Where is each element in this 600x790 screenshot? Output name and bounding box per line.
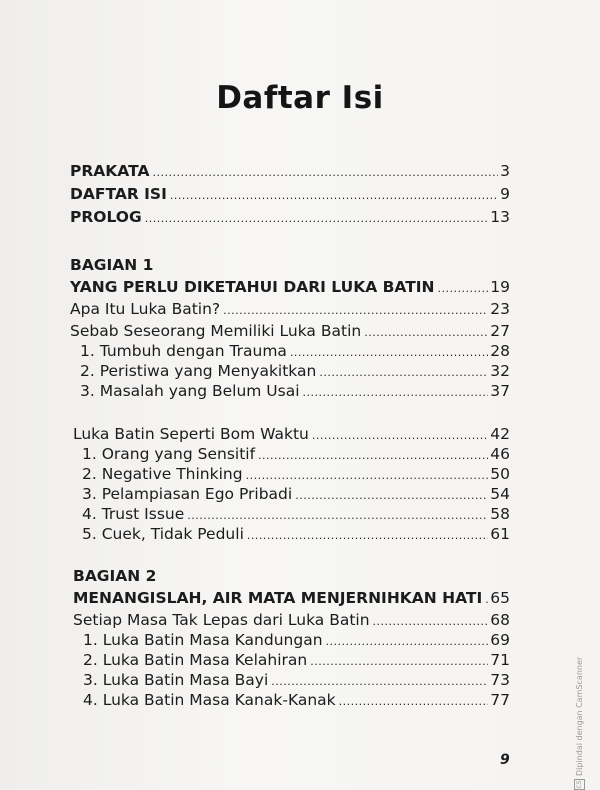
toc-leader-dots [145,208,489,230]
toc-entry [70,320,510,342]
toc-leader-dots [438,278,489,300]
toc-sub-entry [80,360,510,382]
toc-entry-label: Sebab Seseorang Memiliki Luka Batin [70,322,362,340]
toc-entry-label: YANG PERLU DIKETAHUI DARI LUKA BATIN [70,278,435,296]
toc-entry-label: 1. Tumbuh dengan Trauma [80,342,287,360]
toc-entry-label: 4. Trust Issue [82,505,185,523]
toc-page-number: 61 [490,525,510,543]
scanner-watermark-text: Dipindai dengan CamScanner [575,656,584,776]
toc-entry-label: 2. Luka Batin Masa Kelahiran [83,651,308,669]
toc-page-number: 68 [490,611,510,629]
toc-page-number: 28 [490,342,510,360]
toc-page-number: 27 [490,322,510,340]
toc-leader-dots [247,525,488,547]
toc-entry-label: 1. Luka Batin Masa Kandungan [83,631,323,649]
toc-sub-entry [83,689,510,711]
toc-leader-dots [339,691,489,713]
toc-leader-dots [485,589,488,611]
section-heading-bagian-2: BAGIAN 2 [73,567,157,585]
toc-entry-label: 2. Peristiwa yang Menyakitkan [80,362,317,380]
toc-page-number: 46 [490,445,510,463]
toc-sub-entry [80,380,510,402]
toc-leader-dots [170,185,498,207]
toc-entry-label: Luka Batin Seperti Bom Waktu [73,425,309,443]
camscanner-logo-icon: CS [576,780,583,789]
toc-page-number: 65 [490,589,510,607]
toc-page-number: 19 [490,278,510,296]
toc-entry-label: MENANGISLAH, AIR MATA MENJERNIHKAN HATI [73,589,483,607]
toc-page-number: 77 [490,691,510,709]
toc-entry-label: 5. Cuek, Tidak Peduli [82,525,244,543]
toc-entry-label: 4. Luka Batin Masa Kanak-Kanak [83,691,336,709]
toc-page-number: 58 [490,505,510,523]
toc-entry [73,423,510,445]
toc-entry-label: Apa Itu Luka Batin? [70,300,221,318]
toc-page-number: 69 [490,631,510,649]
toc-page-number: 42 [490,425,510,443]
toc-page-number: 23 [490,300,510,318]
toc-entry-label: 3. Pelampiasan Ego Pribadi [82,485,293,503]
toc-entry-label: 3. Luka Batin Masa Bayi [83,671,269,689]
toc-entry-label: 1. Orang yang Sensitif [82,445,256,463]
toc-page-number: 73 [490,671,510,689]
toc-leader-dots [152,162,498,184]
toc-leader-dots [303,382,489,404]
toc-sub-entry [82,463,510,485]
toc-sub-entry [82,443,510,465]
toc-entry [70,298,510,320]
scanner-watermark [574,657,585,790]
toc-entry-label: Setiap Masa Tak Lepas dari Luka Batin [73,611,370,629]
toc-leader-dots [223,300,488,322]
page-number: 9 [500,752,510,768]
toc-entry-daftar-isi [70,183,510,205]
toc-page-number: 13 [490,208,510,226]
toc-entry-label: 2. Negative Thinking [82,465,243,483]
toc-page-number: 32 [490,362,510,380]
toc-page-number: 37 [490,382,510,400]
toc-entry-prolog [70,206,510,228]
toc-page-number: 50 [490,465,510,483]
toc-entry-label: 3. Masalah yang Belum Usai [80,382,300,400]
toc-page-number: 9 [500,185,510,203]
toc-sub-entry [83,669,510,691]
toc-entry-label: PROLOG [70,208,142,226]
toc-sub-entry [83,649,510,671]
toc-page-number: 54 [490,485,510,503]
toc-chapter-title [70,276,510,298]
toc-page-number: 71 [490,651,510,669]
page-title: Daftar Isi [216,80,384,116]
toc-sub-entry [83,629,510,651]
toc-chapter-title [73,587,510,609]
toc-entry-label: DAFTAR ISI [70,185,167,203]
toc-sub-entry [82,483,510,505]
toc-sub-entry [82,503,510,525]
section-heading-bagian-1: BAGIAN 1 [70,256,154,274]
toc-page-number: 3 [500,162,510,180]
toc-entry-prakata [70,160,510,182]
toc-entry [73,609,510,631]
toc-entry-label: PRAKATA [70,162,150,180]
toc-sub-entry [82,523,510,545]
toc-sub-entry [80,340,510,362]
